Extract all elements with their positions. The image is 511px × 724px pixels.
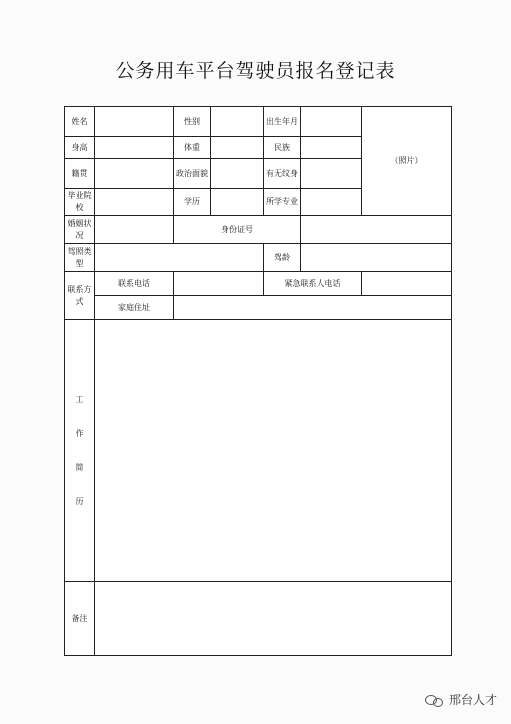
watermark-text: 邢台人才 — [448, 693, 497, 707]
contact-phone-label: 联系电话 — [95, 272, 174, 296]
remarks-field[interactable] — [95, 582, 452, 656]
watermark — [425, 691, 497, 708]
work-history-label — [65, 320, 95, 582]
marital-status-label: 婚姻状况 — [65, 216, 95, 244]
wechat-logo-icon — [425, 693, 443, 707]
work-history-char-3: 简 — [75, 462, 84, 472]
registration-form-table — [64, 106, 452, 656]
political-status-field[interactable] — [211, 159, 264, 189]
form-title: 公务用车平台驾驶员报名登记表 — [115, 60, 396, 82]
major-field[interactable] — [301, 189, 362, 216]
birth-label: 出生年月 — [264, 107, 301, 137]
home-address-field[interactable] — [174, 296, 452, 320]
gender-field[interactable] — [211, 107, 264, 137]
name-label: 姓名 — [65, 107, 95, 137]
graduated-school-label: 毕业院校 — [65, 189, 95, 216]
marital-status-field[interactable] — [95, 216, 174, 244]
contact-label: 联系方式 — [65, 272, 95, 320]
major-label: 所学专业 — [264, 189, 301, 216]
tattoo-field[interactable] — [301, 159, 362, 189]
driving-years-label: 驾龄 — [264, 244, 301, 272]
id-number-label: 身份证号 — [174, 216, 301, 244]
emergency-phone-field[interactable] — [362, 272, 452, 296]
weight-label: 体重 — [174, 137, 211, 159]
work-history-char-2: 作 — [75, 428, 84, 438]
emergency-phone-label: 紧急联系人电话 — [264, 272, 362, 296]
education-label: 学历 — [174, 189, 211, 216]
id-number-field[interactable] — [301, 216, 452, 244]
height-label: 身高 — [65, 137, 95, 159]
political-status-label: 政治面貌 — [174, 159, 211, 189]
driving-years-field[interactable] — [301, 244, 452, 272]
tattoo-label: 有无纹身 — [264, 159, 301, 189]
native-place-label: 籍贯 — [65, 159, 95, 189]
gender-label: 性别 — [174, 107, 211, 137]
work-history-char-1: 工 — [75, 394, 84, 404]
work-history-field[interactable] — [95, 320, 452, 582]
ethnicity-label: 民族 — [264, 137, 301, 159]
license-type-label: 驾照类型 — [65, 244, 95, 272]
remarks-label: 备注 — [65, 582, 95, 656]
home-address-label: 家庭住址 — [95, 296, 174, 320]
work-history-char-4: 历 — [75, 496, 84, 506]
weight-field[interactable] — [211, 137, 264, 159]
education-field[interactable] — [211, 189, 264, 216]
name-field[interactable] — [95, 107, 174, 137]
graduated-school-field[interactable] — [95, 189, 174, 216]
license-type-field[interactable] — [95, 244, 264, 272]
birth-field[interactable] — [301, 107, 362, 137]
native-place-field[interactable] — [95, 159, 174, 189]
height-field[interactable] — [95, 137, 174, 159]
photo-box[interactable]: （照片） — [362, 107, 452, 216]
contact-phone-field[interactable] — [174, 272, 264, 296]
ethnicity-field[interactable] — [301, 137, 362, 159]
